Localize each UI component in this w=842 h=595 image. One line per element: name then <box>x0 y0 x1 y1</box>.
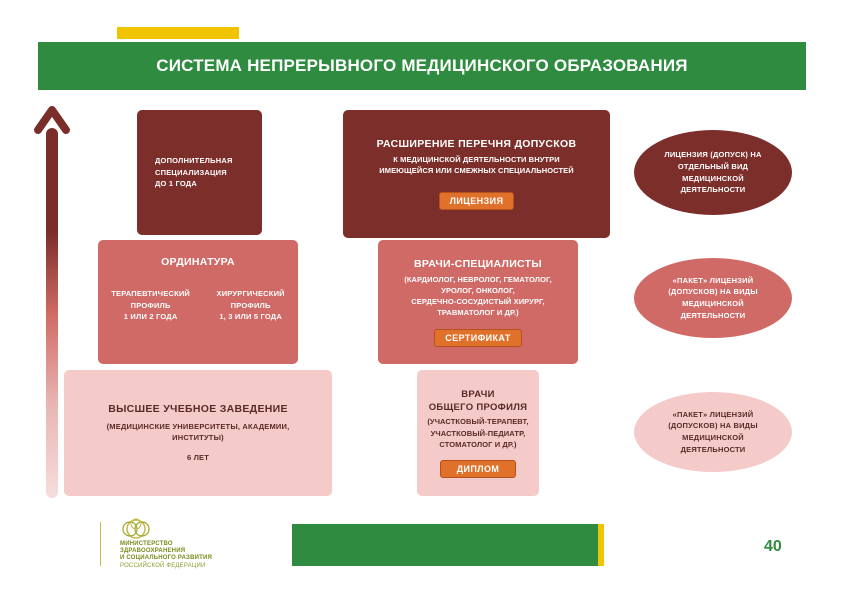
spec-line: СПЕЦИАЛИЗАЦИЯ <box>155 167 227 177</box>
page-title: СИСТЕМА НЕПРЕРЫВНОГО МЕДИЦИНСКОГО ОБРАЗОВАНИЯ <box>156 56 688 75</box>
license-single-line: МЕДИЦИНСКОЙ <box>682 173 744 183</box>
ministry-country: РОССИЙСКОЙ ФЕДЕРАЦИИ <box>120 562 206 569</box>
expansion-line: ИМЕЮЩЕЙСЯ ИЛИ СМЕЖНЫХ СПЕЦИАЛЬНОСТЕЙ <box>379 166 574 175</box>
profile-line: ПРОФИЛЬ <box>130 300 171 310</box>
license-single-line: ДЕЯТЕЛЬНОСТИ <box>680 185 746 195</box>
higher-education-line: ИНСТИТУТЫ) <box>172 433 224 443</box>
specialists-box <box>378 240 578 364</box>
header-bar <box>38 42 806 90</box>
spec-line: ДО 1 ГОДА <box>155 179 197 189</box>
certificate-badge: СЕРТИФИКАТ <box>434 329 522 347</box>
expansion-line: К МЕДИЦИНСКОЙ ДЕЯТЕЛЬНОСТИ ВНУТРИ <box>393 154 560 164</box>
page-number: 40 <box>764 538 782 555</box>
residency-box <box>98 240 298 364</box>
additional-specialization-box <box>137 110 262 235</box>
arrow-up-icon <box>34 104 70 134</box>
general-line: (УЧАСТКОВЫЙ-ТЕРАПЕВТ, <box>427 417 529 427</box>
therapeutic-profile <box>111 288 190 323</box>
progression-arrow-shaft <box>46 128 58 498</box>
higher-education-box <box>64 370 332 496</box>
license-badge: ЛИЦЕНЗИЯ <box>439 192 515 210</box>
residency-title: ОРДИНАТУРА <box>161 256 235 268</box>
footer-divider <box>100 522 101 566</box>
ministry-line: И СОЦИАЛЬНОГО РАЗВИТИЯ <box>120 555 213 562</box>
profile-line: ХИРУРГИЧЕСКИЙ <box>216 289 285 298</box>
surgical-profile <box>217 288 285 323</box>
higher-education-duration: 6 ЛЕТ <box>186 452 210 462</box>
general-line: СТОМАТОЛОГ И ДР.) <box>439 439 517 449</box>
ministry-line: МИНИСТЕРСТВО <box>120 541 173 547</box>
footer-bar <box>292 524 604 566</box>
general-title-line: ОБЩЕГО ПРОФИЛЯ <box>428 402 528 414</box>
package-line: ДЕЯТЕЛЬНОСТИ <box>680 444 746 454</box>
license-single-line: ЛИЦЕНЗИЯ (ДОПУСК) НА <box>664 150 762 160</box>
general-line: УЧАСТКОВЫЙ-ПЕДИАТР, <box>430 428 526 438</box>
package-line: МЕДИЦИНСКОЙ <box>682 299 744 308</box>
ministry-name <box>120 541 212 570</box>
license-package-ellipse-2 <box>634 392 792 472</box>
profile-line: ТЕРАПЕВТИЧЕСКИЙ <box>111 289 191 298</box>
profile-line: 1 ИЛИ 2 ГОДА <box>123 312 178 322</box>
package-line: МЕДИЦИНСКОЙ <box>682 433 744 442</box>
higher-education-line: (МЕДИЦИНСКИЕ УНИВЕРСИТЕТЫ, АКАДЕМИИ, <box>106 421 290 431</box>
package-line: (ДОПУСКОВ) НА ВИДЫ <box>668 287 758 297</box>
specialists-title: ВРАЧИ-СПЕЦИАЛИСТЫ <box>414 257 542 270</box>
profile-line: 1, 3 ИЛИ 5 ГОДА <box>219 312 282 322</box>
spec-line: ДОПОЛНИТЕЛЬНАЯ <box>155 156 233 166</box>
license-package-ellipse-1 <box>634 258 792 338</box>
license-single-line: ОТДЕЛЬНЫЙ ВИД <box>677 161 749 171</box>
package-line: «ПАКЕТ» ЛИЦЕНЗИЙ <box>672 275 754 285</box>
permit-expansion-box <box>343 110 610 238</box>
general-practitioners-box <box>417 370 539 496</box>
ministry-line: ЗДРАВООХРАНЕНИЯ <box>120 548 186 555</box>
license-single-ellipse <box>634 130 792 215</box>
specialists-line: УРОЛОГ, ОНКОЛОГ, <box>441 285 515 295</box>
specialists-line: ТРАВМАТОЛОГ И ДР.) <box>437 308 519 318</box>
top-accent-bar <box>117 27 239 39</box>
diploma-badge: ДИПЛОМ <box>440 460 517 478</box>
ministry-logo-icon <box>119 516 153 542</box>
specialists-line: (КАРДИОЛОГ, НЕВРОЛОГ, ГЕМАТОЛОГ, <box>404 274 552 284</box>
profile-line: ПРОФИЛЬ <box>230 300 271 310</box>
expansion-title: РАСШИРЕНИЕ ПЕРЕЧНЯ ДОПУСКОВ <box>376 137 577 150</box>
package-line: (ДОПУСКОВ) НА ВИДЫ <box>668 421 758 431</box>
package-line: ДЕЯТЕЛЬНОСТИ <box>680 310 746 320</box>
general-title-line: ВРАЧИ <box>461 388 495 400</box>
specialists-line: СЕРДЕЧНО-СОСУДИСТЫЙ ХИРУРГ, <box>411 297 545 306</box>
higher-education-title: ВЫСШЕЕ УЧЕБНОЕ ЗАВЕДЕНИЕ <box>108 402 288 415</box>
package-line: «ПАКЕТ» ЛИЦЕНЗИЙ <box>672 409 754 419</box>
